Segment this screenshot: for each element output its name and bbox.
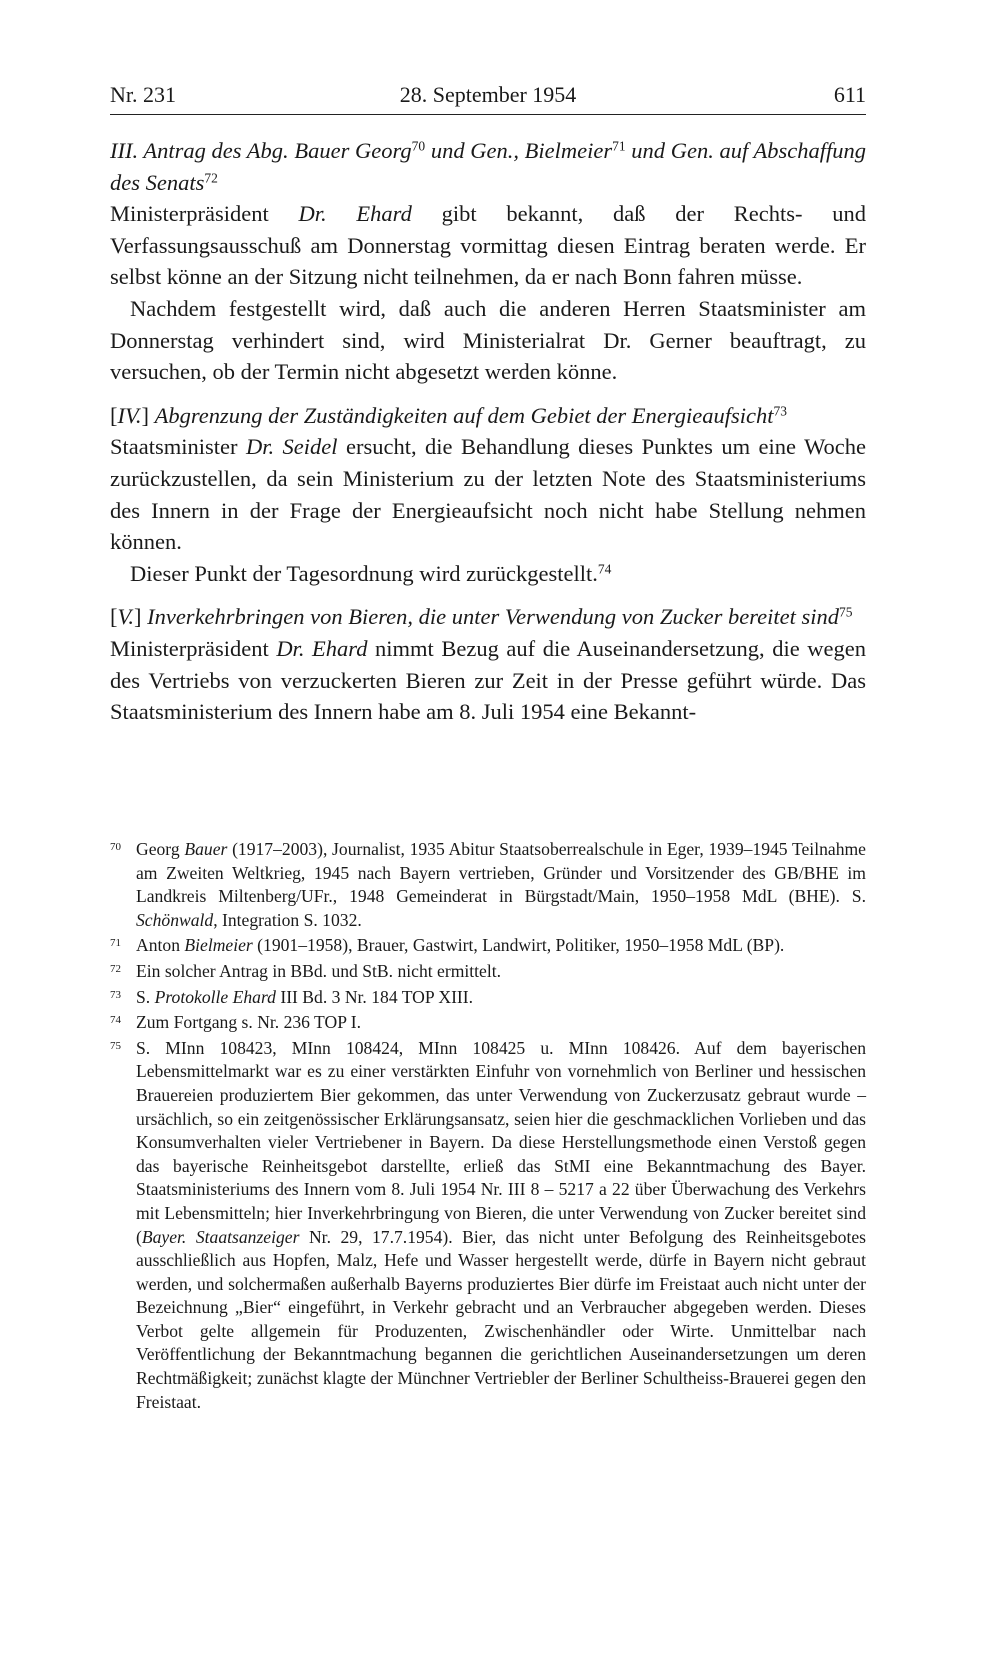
text-run: (1901–1958), Brauer, Gastwirt, Landwirt, Politiker, 1950–1958 MdL (BP). [252, 935, 785, 956]
text-run: S. [136, 986, 155, 1007]
agenda-item [110, 601, 866, 727]
agenda-item-heading [110, 601, 866, 633]
emphasized-name: Bayer. Staatsanzeiger [141, 1226, 300, 1247]
text-run: Dieser Punkt der Tagesordnung wird zurückgestellt. [130, 560, 598, 586]
text-run: Nr. 29, 17.7.1954). Bier, das nicht unter Befolgung des Reinheitsgebotes ausschließlich aus Hopfen, Malz, Hefe und Wasser hergestellt werde, dürfe in Bayern nicht gebraut werden, und solchermaßen außerhalb Bayerns produziertes Bier dürfe im Freistaat auch nicht unter der Bezeichnung „Bier“ eingeführt, in Verkehr gebracht und an Verbraucher abgegeben werden. Dieses Verbot gelte allgemein für Produzenten, Zwischenhändler oder Wirte. Unmittelbar nach Veröffentlichung der Bekanntmachung begannen die gerichtlichen Auseinandersetzungen um deren Rechtmäßigkeit; zunächst klagte der Münchner Vertriebler der Berliner Schultheiss-Brauerei gegen den Freistaat. [136, 1226, 866, 1412]
agenda-item-heading [110, 135, 866, 198]
footnote-reference[interactable]: 72 [204, 170, 218, 186]
text-run: Abgrenzung der Zuständigkeiten auf dem Gebiet der Energieaufsicht [154, 402, 774, 428]
footnote-reference[interactable]: 70 [411, 138, 426, 154]
text-run: und Gen., Bielmeier [425, 138, 613, 163]
agenda-item-number: [IV.] [110, 402, 155, 428]
emphasized-name: Dr. Seidel [245, 434, 338, 460]
text-run: S. MInn 108423, MInn 108424, MInn 108425 u. MInn 108426. Auf dem bayerischen Lebensmittelmarkt war es zu einer verstärkten Einfuhr von vornehmlich von Berliner und hessischen Brauereien produziertem Bier gekommen, das unter Verwendung von Zuckerzusatz gebraut wurde – ursächlich, so ein zeitgenössischer Erklärungsansatz, seien hier die geschmacklichen Vorlieben und das Konsumverhalten vieler Vertriebener in Bayern. Da diese Herstellungsmethode einen Verstoß gegen das bayerische Reinheitsgebot darstellte, erließ das StMI eine Bekanntmachung des Bayer. Staatsministeriums des Innern vom 8. Juli 1954 Nr. III 8 – 5217 a 22 über Überwachung des Verkehrs mit Lebensmitteln; hier Inverkehrbringung von Bieren, die unter Verwendung von Zucker bereitet sind ( [136, 1037, 866, 1247]
footnote-reference[interactable]: 74 [597, 561, 612, 577]
emphasized-name: Dr. Ehard [276, 635, 368, 661]
paragraph [110, 293, 866, 388]
footnote-reference[interactable]: 73 [773, 403, 787, 419]
footnote [110, 934, 866, 958]
footnote [110, 960, 866, 984]
footnote [110, 1037, 866, 1415]
page [110, 82, 866, 728]
footnote [110, 986, 866, 1010]
footnote-reference[interactable]: 75 [839, 604, 853, 620]
emphasized-name: Dr. Ehard [298, 201, 412, 227]
paragraph [110, 198, 866, 293]
agenda-item [110, 135, 866, 388]
paragraph [110, 431, 866, 557]
footnotes [110, 838, 866, 1416]
footnote [110, 838, 866, 932]
footnote-number: 74 [110, 1014, 121, 1027]
paragraph [110, 558, 866, 590]
page-number: 611 [833, 82, 866, 107]
text-run: ersucht, die Behandlung dieses Punktes um eine Woche zurückzustellen, da sein Ministerium zu der letzten Note des Staatsministeriums des Innern in der Frage der Energieaufsicht noch nicht habe Stellung nehmen können. [110, 434, 866, 555]
text-run: Nachdem festgestellt wird, daß auch die anderen Herren Staatsminister am Donnerstag verhindert sind, wird Ministerialrat Dr. Gerner beauftragt, zu versuchen, ob der Termin nicht abgesetzt werden könne. [110, 295, 866, 385]
running-header [110, 82, 866, 115]
footnote-number: 71 [110, 937, 121, 950]
agenda-item [110, 400, 866, 590]
text-run: , Integration S. 1032. [213, 909, 362, 930]
document-number: Nr. 231 [110, 82, 176, 107]
text-run: III Bd. 3 Nr. 184 TOP XIII. [275, 986, 474, 1007]
text-run: Ministerpräsident [110, 201, 299, 227]
text-run: Zum Fortgang s. Nr. 236 TOP I. [136, 1012, 361, 1033]
text-run: Anton [136, 935, 185, 956]
footnote-number: 72 [110, 962, 121, 975]
text-run: Ein solcher Antrag in BBd. und StB. nicht ermittelt. [136, 960, 502, 981]
emphasized-name: Protokolle Ehard [154, 986, 276, 1007]
agenda-item-heading [110, 400, 866, 432]
footnote [110, 1011, 866, 1035]
footnote-number: 75 [110, 1039, 121, 1052]
text-run: gibt bekannt, daß der Rechts- und Verfassungsausschuß am Donnerstag vormittag diesen Eintrag beraten werde. Er selbst könne an der Sitzung nicht teilnehmen, da er nach Bonn fahren müsse. [110, 201, 866, 290]
text-run: Georg [136, 839, 185, 859]
emphasized-name: Bauer [184, 839, 228, 859]
main-text [110, 135, 866, 728]
text-run: nimmt Bezug auf die Auseinandersetzung, die wegen des Vertriebs von verzuckerten Bieren zur Zeit in der Presse geführt würde. Das Staatsministerium des Innern habe am 8. Juli 1954 eine Bekannt- [110, 635, 866, 725]
text-run: III. Antrag des Abg. Bauer Georg [110, 138, 412, 163]
agenda-item-number: [V.] [110, 604, 148, 630]
text-run: und Gen. auf Abschaffung des Senats [110, 138, 867, 195]
text-run: Ministerpräsident [110, 635, 277, 661]
emphasized-name: Bielmeier [184, 935, 253, 956]
text-run: (1917–2003), Journalist, 1935 Abitur Staatsoberrealschule in Eger, 1939–1945 Teilnahme am Zweiten Weltkrieg, 1945 nach Bayern vertrieben, Gründer und Vorsitzender des GB/BHE im Landkreis Miltenberg/UFr., 1948 Gemeinderat in Bürgstadt/Main, 1950–1958 MdL (BHE). S. [136, 839, 866, 907]
footnote-number: 73 [110, 988, 121, 1001]
emphasized-name: Schönwald [136, 909, 214, 930]
session-date: 28. September 1954 [399, 82, 577, 107]
footnote-number: 70 [110, 841, 121, 853]
text-run: Inverkehrbringen von Bieren, die unter Verwendung von Zucker bereitet sind [147, 604, 839, 630]
text-run: Staatsminister [110, 434, 246, 460]
paragraph [110, 633, 866, 728]
footnote-reference[interactable]: 71 [612, 138, 626, 154]
